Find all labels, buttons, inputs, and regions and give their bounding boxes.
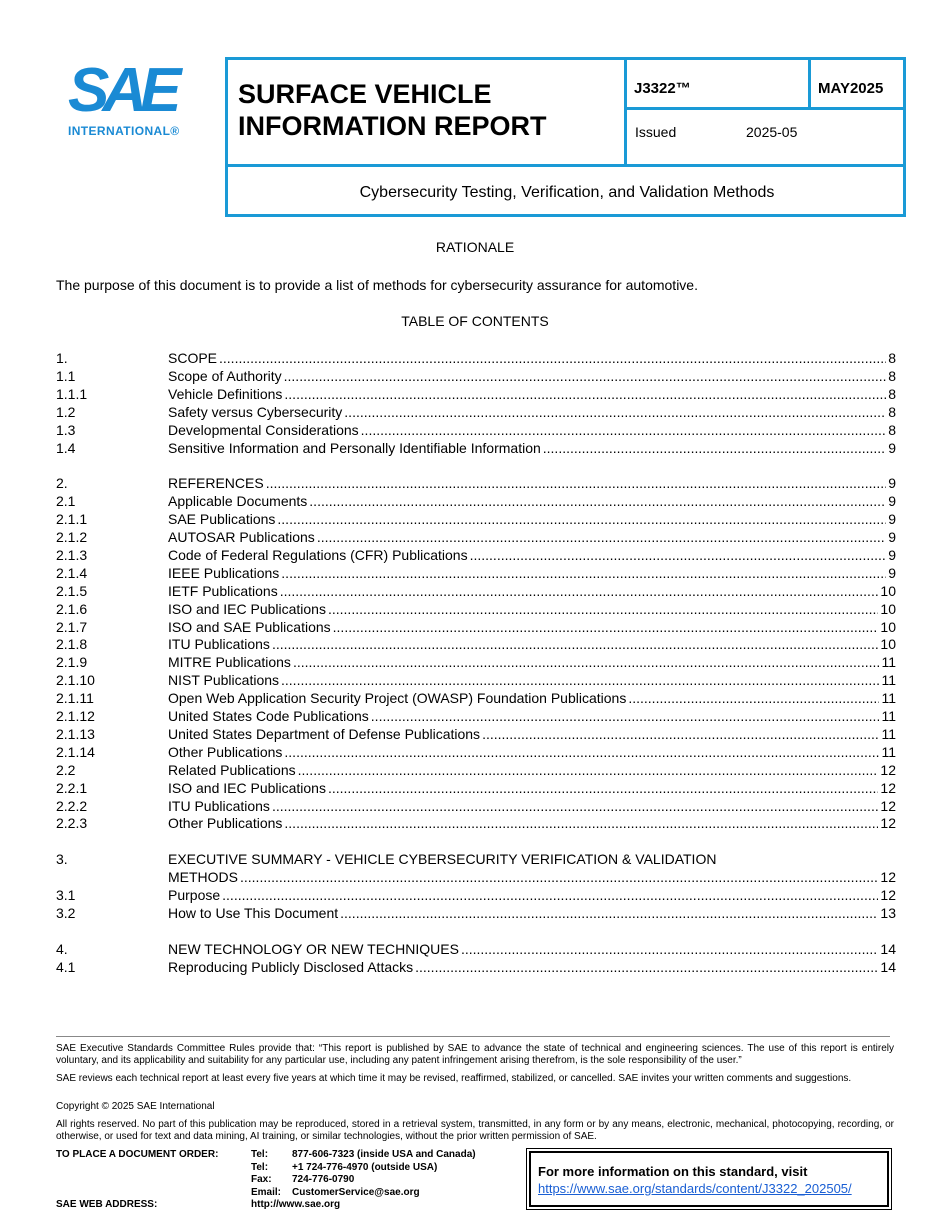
toc-entry-page: 10 xyxy=(880,636,896,653)
toc-entry-page: 11 xyxy=(881,743,896,760)
toc-entry-page: 12 xyxy=(880,797,896,814)
toc-entry-number: 2.2.3 xyxy=(56,815,88,832)
toc-entry-number: 1. xyxy=(56,350,68,366)
toc-entry-page: 12 xyxy=(880,887,896,903)
toc-entry-page: 8 xyxy=(888,350,896,366)
toc-entry-number: 1.1 xyxy=(56,367,76,384)
toc-leader-dots xyxy=(340,904,878,922)
toc-entry-number: 1.3 xyxy=(56,421,76,438)
toc-entry-number: 2.1 xyxy=(56,493,76,510)
toc-entry-number: 4.1 xyxy=(56,958,76,975)
issued-label: Issued xyxy=(635,124,677,140)
toc-entry-title: NEW TECHNOLOGY OR NEW TECHNIQUES xyxy=(168,940,459,957)
toc-entry[interactable] xyxy=(56,564,896,582)
toc-entry-title: SAE Publications xyxy=(168,511,276,528)
toc-entry-page: 9 xyxy=(888,564,896,581)
toc-entry-number: 3. xyxy=(56,851,68,868)
toc-entry-number: 2.1.11 xyxy=(56,690,94,707)
toc-heading: TABLE OF CONTENTS xyxy=(401,313,549,329)
footer-review-note: SAE reviews each technical report at least every five years at which time it may be revised, reaffirmed, stabilized, or cancelled. SAE invites your written comments and suggestions. xyxy=(56,1073,852,1084)
contact-line: Tel: 877-606-7323 (inside USA and Canada) xyxy=(251,1149,476,1160)
toc-entry[interactable] xyxy=(56,743,896,761)
toc-leader-dots xyxy=(628,689,879,707)
toc-entry-page: 9 xyxy=(888,475,896,492)
toc-entry-number: 2.1.12 xyxy=(56,708,95,724)
info-box-text: For more information on this standard, visit xyxy=(538,1164,808,1179)
issued-value: 2025-05 xyxy=(746,124,798,140)
toc-entry-number: 2.1.3 xyxy=(56,546,88,563)
toc-entry[interactable] xyxy=(56,958,896,976)
toc-entry-number: 3.1 xyxy=(56,887,76,903)
document-number: J3322™ xyxy=(634,80,691,97)
toc-leader-dots xyxy=(266,474,887,492)
toc-entry-page: 11 xyxy=(881,725,896,742)
toc-entry[interactable] xyxy=(56,582,896,600)
toc-entry-title: IETF Publications xyxy=(168,582,278,599)
toc-entry-page: 12 xyxy=(880,815,896,832)
toc-entry-number: 2.1.6 xyxy=(56,600,88,617)
toc-entry-number: 2.2 xyxy=(56,761,76,778)
toc-entry[interactable] xyxy=(56,421,896,439)
toc-entry[interactable] xyxy=(56,779,896,797)
toc-entry-title: ITU Publications xyxy=(168,636,270,653)
toc-leader-dots xyxy=(272,797,878,815)
document-type-line2: INFORMATION REPORT xyxy=(238,111,547,141)
toc-entry[interactable] xyxy=(56,349,896,367)
footer-disclaimer: SAE Executive Standards Committee Rules provide that: “This report is published by SAE to advance the state of technical and engineering sciences. The use of this report is entirely voluntary, and its applicability and suitability for any particular use, including any patent infringement arising therefrom, is the sole responsibility of the user.” xyxy=(56,1043,894,1066)
toc-leader-dots xyxy=(415,958,878,976)
document-type xyxy=(238,78,546,142)
toc-entry-title: Reproducing Publicly Disclosed Attacks xyxy=(168,958,414,975)
toc-entry-page: 12 xyxy=(880,869,896,886)
toc-entry[interactable] xyxy=(56,850,896,868)
toc-entry-title: United States Code Publications xyxy=(168,708,369,724)
toc-entry-title: Scope of Authority xyxy=(168,367,282,384)
toc-entry-number: 2.1.2 xyxy=(56,529,88,545)
toc-entry[interactable] xyxy=(56,439,896,457)
toc-leader-dots xyxy=(317,528,886,546)
toc-entry[interactable] xyxy=(56,689,896,707)
toc-entry-number: 2.1.9 xyxy=(56,654,88,671)
toc-entry-number: 2.1.13 xyxy=(56,725,95,742)
toc-entry-number: 2.2.1 xyxy=(56,779,88,796)
toc-entry-title: Sensitive Information and Personally Identifiable Information xyxy=(168,439,541,456)
toc-leader-dots xyxy=(280,582,879,600)
toc-entry-page: 9 xyxy=(888,439,896,456)
rationale-text: The purpose of this document is to provide a list of methods for cybersecurity assurance for automotive. xyxy=(56,277,698,293)
web-address-label: SAE WEB ADDRESS: xyxy=(56,1199,158,1210)
footer-copyright: Copyright © 2025 SAE International xyxy=(56,1101,215,1112)
toc-leader-dots xyxy=(293,653,880,671)
toc-leader-dots xyxy=(461,940,878,958)
toc-entry-number: 2.1.8 xyxy=(56,636,88,653)
toc-entry-title: NIST Publications xyxy=(168,672,280,689)
toc-entry-page: 9 xyxy=(888,546,896,563)
toc-entry-page: 14 xyxy=(880,940,896,957)
document-type-line1: SURFACE VEHICLE xyxy=(238,79,492,109)
toc-entry-number: 2.1.1 xyxy=(56,511,88,528)
toc-entry[interactable] xyxy=(56,600,896,618)
toc-entry[interactable] xyxy=(56,367,896,385)
toc-entry-number: 2.1.4 xyxy=(56,564,88,581)
toc-entry-page: 12 xyxy=(880,779,896,796)
toc-leader-dots xyxy=(284,743,879,761)
toc-entry-page: 12 xyxy=(880,761,896,778)
toc-entry-number: 4. xyxy=(56,940,68,957)
toc-leader-dots xyxy=(482,725,879,743)
toc-entry-page: 11 xyxy=(881,690,896,707)
toc-entry-page: 10 xyxy=(880,600,896,617)
toc-entry-page: 11 xyxy=(881,654,896,671)
toc-entry[interactable] xyxy=(56,761,896,779)
logo-subtitle: INTERNATIONAL® xyxy=(68,124,180,138)
toc-leader-dots xyxy=(361,421,887,439)
toc-entry-title: Purpose xyxy=(168,887,221,903)
contact-line: Email: CustomerService@sae.org xyxy=(251,1186,420,1198)
toc-entry-number: 1.4 xyxy=(56,439,76,456)
toc-entry-title: Other Publications xyxy=(168,743,283,760)
logo-mark: SAE xyxy=(68,56,175,125)
toc-entry[interactable] xyxy=(56,653,896,671)
toc-entry-number: 2.1.7 xyxy=(56,618,88,635)
toc-entry-page: 8 xyxy=(888,367,896,384)
toc-entry-page: 8 xyxy=(888,403,896,420)
toc-entry-title: Applicable Documents xyxy=(168,493,308,510)
toc-entry-page: 14 xyxy=(880,958,896,975)
footer-divider xyxy=(56,1036,890,1037)
toc-entry-title: ISO and SAE Publications xyxy=(168,618,331,635)
toc-entry-title: REFERENCES xyxy=(168,475,264,492)
toc-leader-dots xyxy=(543,439,886,457)
toc-entry-page: 10 xyxy=(880,582,896,599)
toc-leader-dots xyxy=(281,671,879,689)
toc-entry[interactable] xyxy=(56,510,896,528)
toc-entry[interactable] xyxy=(56,474,896,492)
toc-entry[interactable] xyxy=(56,635,896,653)
toc-entry-page: 9 xyxy=(888,511,896,528)
toc-entry-title: Vehicle Definitions xyxy=(168,385,283,402)
toc-entry-title: Code of Federal Regulations (CFR) Publications xyxy=(168,546,468,563)
toc-entry-title: ITU Publications xyxy=(168,797,270,814)
toc-entry[interactable] xyxy=(56,886,896,904)
toc-entry-page: 11 xyxy=(881,672,896,689)
footer-rights: All rights reserved. No part of this publication may be reproduced, stored in a retrieval system, transmitted, in any form or by any means, electronic, mechanical, photocopying, recording, or otherwise, or used for text and data mining, AI training, or similar technologies, without the prior written permission of SAE. xyxy=(56,1119,894,1142)
document-date: MAY2025 xyxy=(818,80,884,97)
toc-entry-title: Open Web Application Security Project (OWASP) Foundation Publications xyxy=(168,690,627,707)
toc-entry[interactable] xyxy=(56,385,896,403)
toc-leader-dots xyxy=(328,600,878,618)
divider xyxy=(624,107,906,110)
toc-entry-number: 2.1.10 xyxy=(56,672,95,689)
toc-entry-number: 1.2 xyxy=(56,403,76,420)
toc-leader-dots xyxy=(272,635,878,653)
contact-line: Fax: 724-776-0790 xyxy=(251,1174,355,1185)
toc-entry-title: Developmental Considerations xyxy=(168,421,359,438)
toc-entry-page: 13 xyxy=(880,904,896,921)
toc-entry[interactable] xyxy=(56,492,896,510)
toc-entry-title: MITRE Publications xyxy=(168,654,291,671)
toc-entry-page: 11 xyxy=(881,708,896,724)
toc-leader-dots xyxy=(333,618,879,636)
web-address[interactable]: http://www.sae.org xyxy=(251,1199,341,1210)
toc-entry-number: 2.1.14 xyxy=(56,743,95,760)
toc-leader-dots xyxy=(344,403,886,421)
toc-entry-title: United States Department of Defense Publications xyxy=(168,725,481,742)
toc-entry[interactable] xyxy=(56,797,896,815)
toc-entry-page: 9 xyxy=(888,493,896,510)
toc-entry-title: SCOPE xyxy=(168,350,218,366)
toc-entry-page: 8 xyxy=(888,421,896,438)
toc-entry[interactable] xyxy=(56,671,896,689)
contact-line: Tel: +1 724-776-4970 (outside USA) xyxy=(251,1161,438,1173)
toc-entry-title: Related Publications xyxy=(168,761,296,778)
toc-entry-number: 2. xyxy=(56,475,68,492)
toc-entry-number: 2.2.2 xyxy=(56,797,88,814)
toc-entry[interactable] xyxy=(56,940,896,958)
toc-entry-title: Safety versus Cybersecurity xyxy=(168,403,343,420)
toc-entry-number: 3.2 xyxy=(56,904,76,921)
toc-entry-title: EXECUTIVE SUMMARY - VEHICLE CYBERSECURITY VERIFICATION & VALIDATION xyxy=(168,851,717,868)
divider xyxy=(228,164,906,167)
toc-entry[interactable] xyxy=(56,528,896,546)
toc-entry-title: ISO and IEC Publications xyxy=(168,779,326,796)
toc-entry-page: 9 xyxy=(888,529,896,545)
sae-logo xyxy=(68,56,190,138)
toc-leader-dots xyxy=(371,707,880,725)
toc-entry-page: 8 xyxy=(888,385,896,402)
toc-leader-dots xyxy=(309,492,886,510)
toc-leader-dots xyxy=(277,510,886,528)
contact-info xyxy=(251,1149,476,1212)
toc-leader-dots xyxy=(298,761,879,779)
toc-leader-dots xyxy=(222,886,878,904)
toc-entry[interactable] xyxy=(56,618,896,636)
toc-leader-dots xyxy=(470,546,887,564)
toc-leader-dots xyxy=(284,814,878,832)
toc-entry[interactable] xyxy=(56,725,896,743)
toc-leader-dots xyxy=(219,349,886,367)
toc-leader-dots xyxy=(284,367,887,385)
toc-leader-dots xyxy=(240,868,878,886)
divider xyxy=(624,60,627,166)
email-link[interactable]: CustomerService@sae.org xyxy=(292,1186,420,1198)
toc-entry[interactable] xyxy=(56,546,896,564)
standard-link[interactable]: https://www.sae.org/standards/content/J3322_202505/ xyxy=(538,1181,852,1196)
toc-entry[interactable] xyxy=(56,904,896,922)
info-box xyxy=(526,1148,892,1210)
order-label: TO PLACE A DOCUMENT ORDER: xyxy=(56,1149,219,1160)
document-subject: Cybersecurity Testing, Verification, and Validation Methods xyxy=(359,184,775,201)
toc-entry-title: METHODS xyxy=(168,869,238,886)
toc-leader-dots xyxy=(284,385,886,403)
toc-entry[interactable] xyxy=(56,868,896,886)
toc-entry[interactable] xyxy=(56,707,896,725)
toc-leader-dots xyxy=(328,779,878,797)
toc-entry-page: 10 xyxy=(880,618,896,635)
toc-entry-title: Other Publications xyxy=(168,815,283,832)
toc-entry-number: 1.1.1 xyxy=(56,385,88,402)
toc-entry[interactable] xyxy=(56,814,896,832)
toc-entry-title: IEEE Publications xyxy=(168,564,280,581)
divider xyxy=(808,60,811,109)
toc-entry-number: 2.1.5 xyxy=(56,582,88,599)
toc-entry[interactable] xyxy=(56,403,896,421)
rationale-heading: RATIONALE xyxy=(435,239,515,255)
header-box xyxy=(225,57,906,217)
toc-entry-title: AUTOSAR Publications xyxy=(168,529,315,545)
toc-leader-dots xyxy=(281,564,886,582)
toc-entry-title: ISO and IEC Publications xyxy=(168,600,326,617)
toc-entry-title: How to Use This Document xyxy=(168,904,339,921)
